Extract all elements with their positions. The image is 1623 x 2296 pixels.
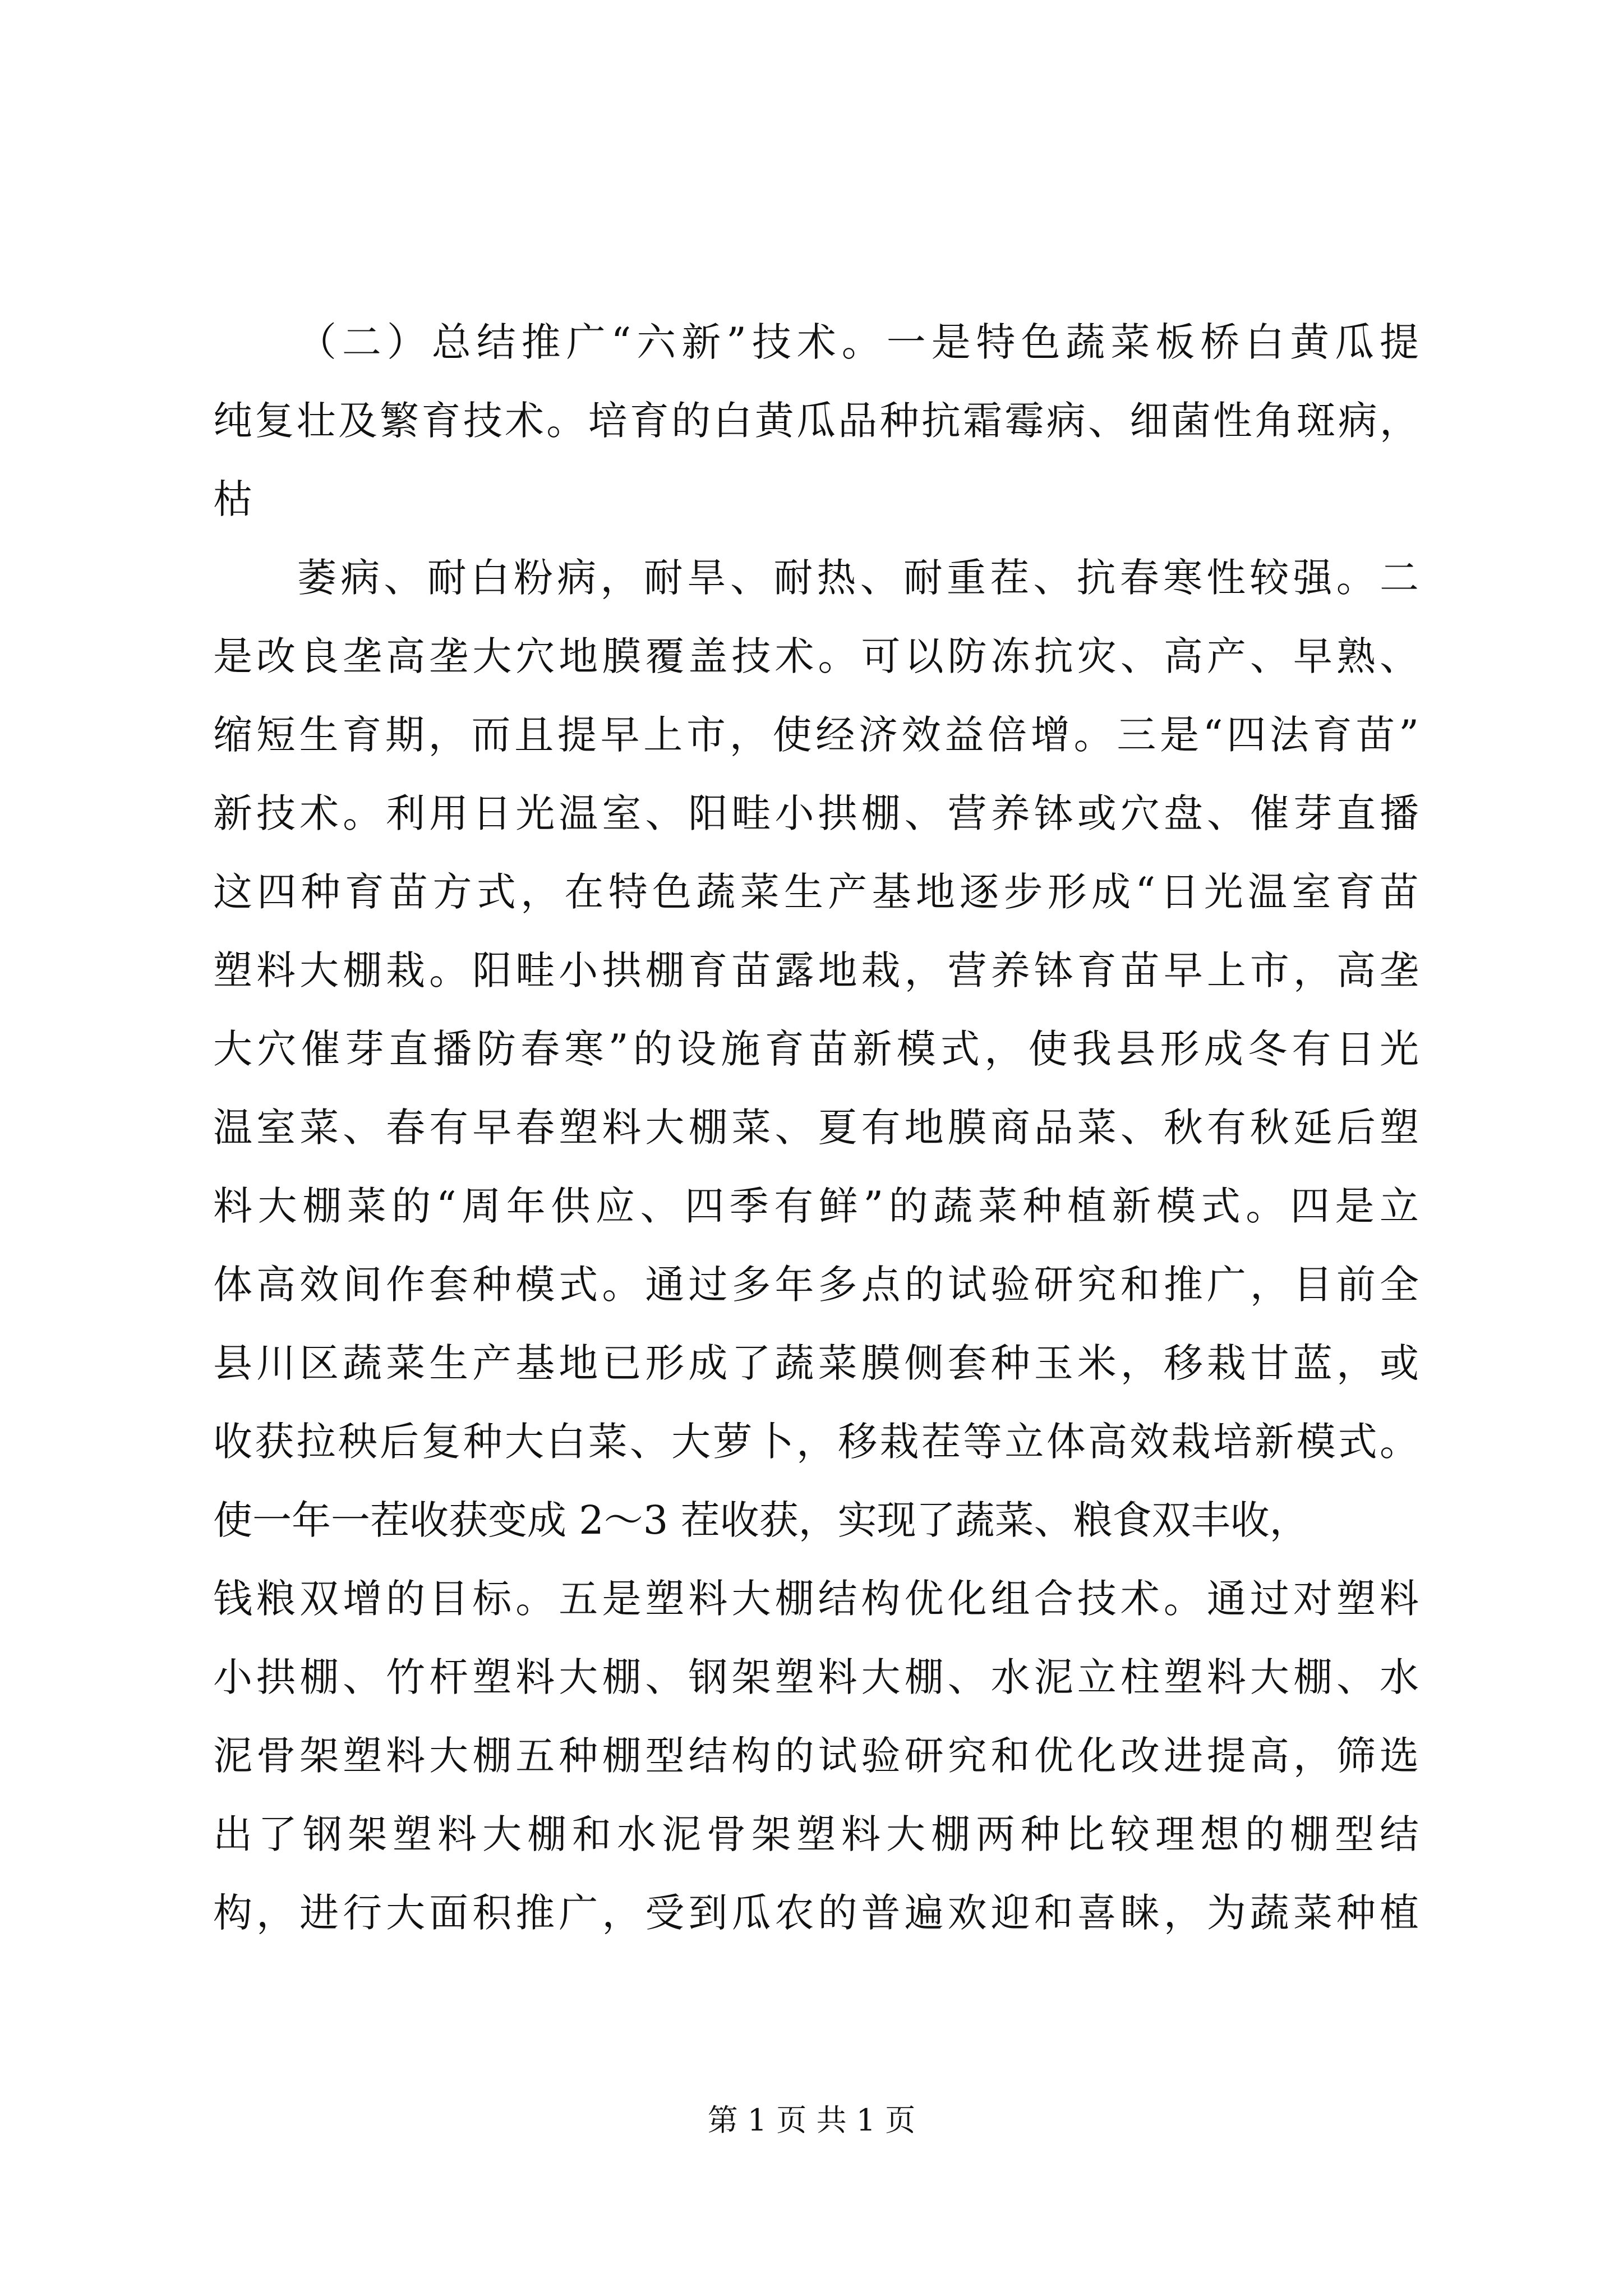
paragraph-line: 钱粮双增的目标。五是塑料大棚结构优化组合技术。通过对塑料 bbox=[213, 1576, 1419, 1622]
paragraph-line: 构，进行大面积推广，受到瓜农的普遍欢迎和喜睐，为蔬菜种植 bbox=[213, 1890, 1419, 1936]
paragraph-line: 枯 bbox=[213, 476, 252, 522]
paragraph-line: 这四种育苗方式，在特色蔬菜生产基地逐步形成“日光温室育苗 bbox=[213, 869, 1419, 915]
paragraph-line: 体高效间作套种模式。通过多年多点的试验研究和推广，目前全 bbox=[213, 1262, 1419, 1308]
paragraph-line: 县川区蔬菜生产基地已形成了蔬菜膜侧套种玉米，移栽甘蓝，或 bbox=[213, 1340, 1419, 1386]
paragraph-line: 收获拉秧后复种大白菜、大萝卜，移栽茬等立体高效栽培新模式。 bbox=[213, 1419, 1419, 1465]
paragraph-line: 塑料大棚栽。阳畦小拱棚育苗露地栽，营养钵育苗早上市，高垄 bbox=[213, 947, 1419, 993]
paragraph-line: 是改良垄高垄大穴地膜覆盖技术。可以防冻抗灾、高产、早熟、 bbox=[213, 633, 1419, 679]
body-text bbox=[213, 303, 1419, 1952]
paragraph-line: 料大棚菜的“周年供应、四季有鲜”的蔬菜种植新模式。四是立 bbox=[213, 1183, 1419, 1229]
page-number-label: 第 1 页 共 1 页 bbox=[707, 2102, 916, 2138]
paragraph-line: （二）总结推广“六新”技术。一是特色蔬菜板桥白黄瓜提 bbox=[297, 319, 1419, 365]
paragraph-line: 温室菜、春有早春塑料大棚菜、夏有地膜商品菜、秋有秋延后塑 bbox=[213, 1105, 1419, 1151]
paragraph-line: 缩短生育期，而且提早上市，使经济效益倍增。三是“四法育苗” bbox=[213, 712, 1419, 758]
paragraph-line: 萎病、耐白粉病，耐旱、耐热、耐重茬、抗春寒性较强。二 bbox=[297, 555, 1419, 601]
paragraph-line: 出了钢架塑料大棚和水泥骨架塑料大棚两种比较理想的棚型结 bbox=[213, 1811, 1419, 1857]
paragraph-line: 新技术。利用日光温室、阳畦小拱棚、营养钵或穴盘、催芽直播 bbox=[213, 790, 1419, 836]
paragraph-line: 小拱棚、竹杆塑料大棚、钢架塑料大棚、水泥立柱塑料大棚、水 bbox=[213, 1654, 1419, 1700]
page-footer bbox=[0, 2098, 1623, 2143]
paragraph-line: 大穴催芽直播防春寒”的设施育苗新模式，使我县形成冬有日光 bbox=[213, 1026, 1419, 1072]
paragraph-line: 纯复壮及繁育技术。培育的白黄瓜品种抗霜霉病、细菌性角斑病， bbox=[213, 398, 1419, 444]
paragraph-line: 使一年一茬收获变成 2～3 茬收获，实现了蔬菜、粮食双丰收， bbox=[213, 1497, 1309, 1543]
paragraph-line: 泥骨架塑料大棚五种棚型结构的试验研究和优化改进提高，筛选 bbox=[213, 1733, 1419, 1779]
